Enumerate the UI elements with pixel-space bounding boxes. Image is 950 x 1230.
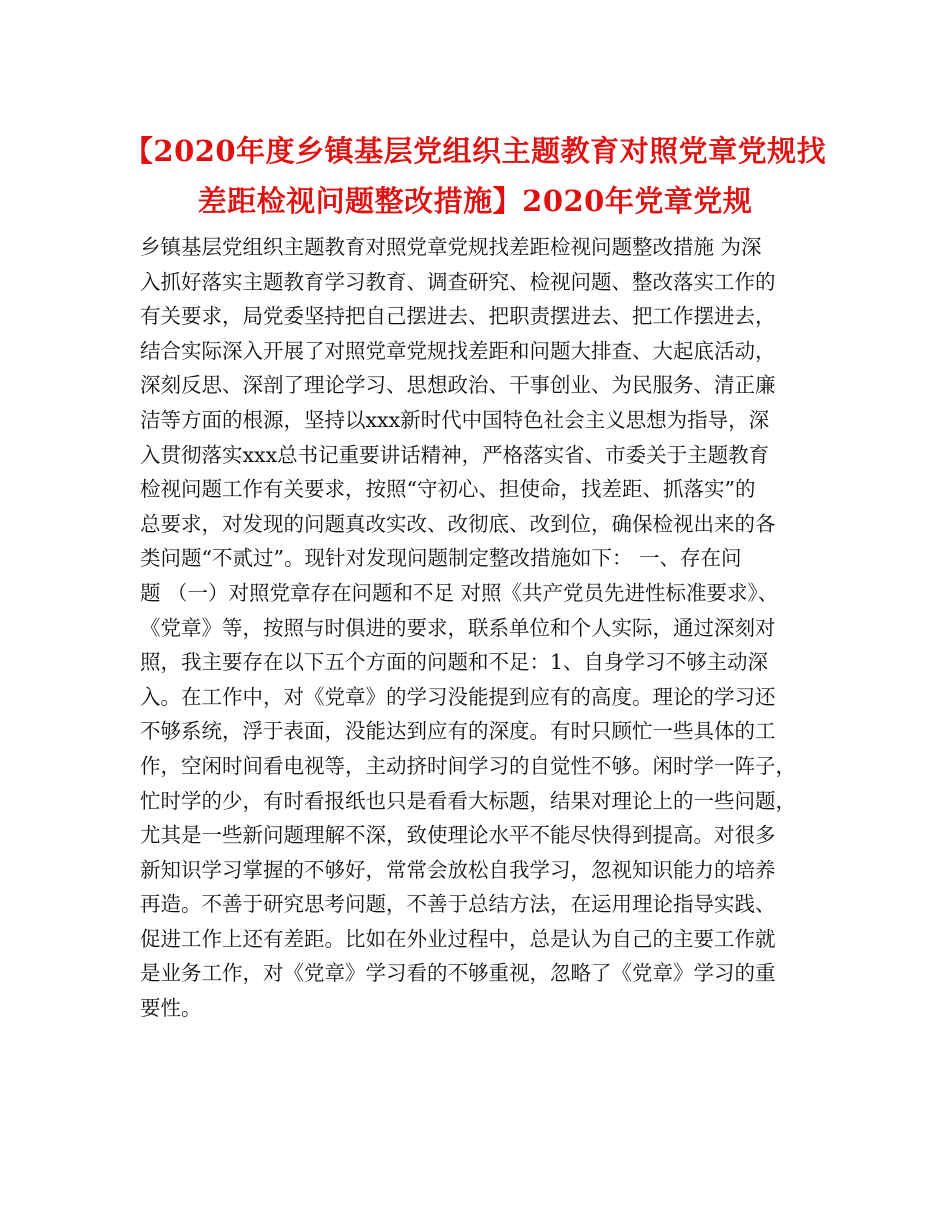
- body-line: 洁等方面的根源，坚持以xxx新时代中国特色社会主义思想为指导，深: [140, 407, 770, 432]
- body-line: 入。在工作中，对《党章》的学习没能提到应有的高度。理论的学习还: [140, 684, 776, 709]
- body-line: 题 （一）对照党章存在问题和不足 对照《共产党员先进性标准要求》、: [140, 580, 779, 605]
- body-line: 《党章》等，按照与时俱进的要求，联系单位和个人实际，通过深刻对: [140, 615, 776, 640]
- body-line: 类问题“不贰过”。现针对发现问题制定整改措施如下： 一、存在问: [140, 546, 742, 571]
- title-line: 【2020年度乡镇基层党组织主题教育对照党章党规找: [123, 134, 827, 168]
- body-line: 照，我主要存在以下五个方面的问题和不足：1、自身学习不够主动深: [140, 650, 769, 675]
- body-line: 作，空闲时间看电视等，主动挤时间学习的自觉性不够。闲时学一阵子，: [140, 753, 796, 778]
- document-title: [110, 126, 840, 226]
- body-line: 新知识学习掌握的不够好，常常会放松自我学习，忽视知识能力的培养: [140, 857, 776, 882]
- document-body: [140, 230, 830, 1026]
- body-line: 尤其是一些新问题理解不深，致使理论水平不能尽快得到提高。对很多: [140, 823, 776, 848]
- body-line: 不够系统，浮于表面，没能达到应有的深度。有时只顾忙一些具体的工: [140, 719, 776, 744]
- body-line: 深刻反思、深剖了理论学习、思想政治、干事创业、为民服务、清正廉: [140, 373, 776, 398]
- body-line: 入贯彻落实xxx总书记重要讲话精神，严格落实省、市委关于主题教育: [140, 442, 770, 467]
- body-line: 忙时学的少，有时看报纸也只是看看大标题，结果对理论上的一些问题，: [140, 788, 796, 813]
- body-line: 乡镇基层党组织主题教育对照党章党规找差距检视问题整改措施 为深: [140, 235, 762, 259]
- body-line: 有关要求，局党委坚持把自己摆进去、把职责摆进去、把工作摆进去，: [140, 304, 776, 329]
- body-line: 总要求，对发现的问题真改实改、改彻底、改到位，确保检视出来的各: [140, 511, 776, 536]
- title-line: 差距检视问题整改措施】2020年党章党规: [197, 184, 753, 218]
- body-line: 入抓好落实主题教育学习教育、调查研究、检视问题、整改落实工作的: [140, 269, 776, 294]
- body-line: 要性。: [140, 996, 202, 1021]
- body-line: 结合实际深入开展了对照党章党规找差距和问题大排查、大起底活动，: [140, 338, 776, 363]
- body-line: 检视问题工作有关要求，按照“守初心、担使命，找差距、抓落实”的: [140, 477, 756, 502]
- body-line: 是业务工作，对《党章》学习看的不够重视，忽略了《党章》学习的重: [140, 961, 776, 986]
- body-line: 促进工作上还有差距。比如在外业过程中，总是认为自己的主要工作就: [140, 926, 776, 951]
- body-line: 再造。不善于研究思考问题，不善于总结方法，在运用理论指导实践、: [140, 892, 776, 917]
